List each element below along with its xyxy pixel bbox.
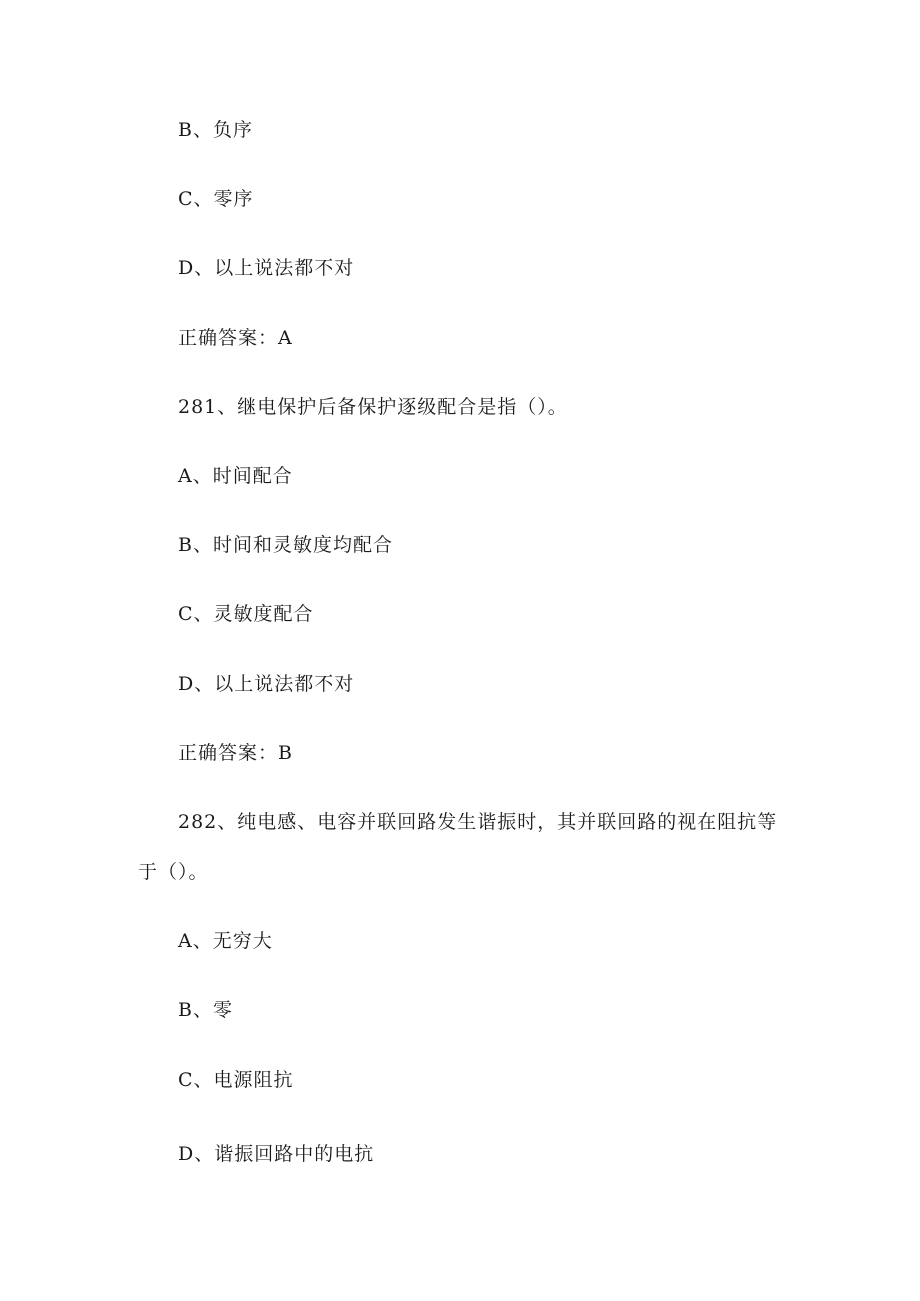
question-282-line-2: 于（）。 (138, 861, 209, 883)
answer-prev: 正确答案：A (178, 327, 293, 349)
question-282-option-a: A、无穷大 (178, 930, 273, 952)
question-282-line-1: 282、纯电感、电容并联回路发生谐振时，其并联回路的视在阻抗等 (178, 811, 778, 833)
question-281: 281、继电保护后备保护逐级配合是指（）。 (178, 396, 568, 418)
question-282-option-c: C、电源阻抗 (178, 1069, 294, 1091)
option-d-prev: D、以上说法都不对 (178, 257, 355, 279)
question-281-option-b: B、时间和灵敏度均配合 (178, 534, 393, 556)
option-c-prev: C、零序 (178, 188, 254, 210)
question-281-answer: 正确答案：B (178, 742, 293, 764)
question-282-option-b: B、零 (178, 999, 233, 1021)
question-281-option-d: D、以上说法都不对 (178, 673, 355, 695)
question-281-option-a: A、时间配合 (178, 465, 293, 487)
option-b-prev: B、负序 (178, 119, 253, 141)
question-281-option-c: C、灵敏度配合 (178, 603, 314, 625)
question-282-option-d: D、谐振回路中的电抗 (178, 1143, 375, 1165)
